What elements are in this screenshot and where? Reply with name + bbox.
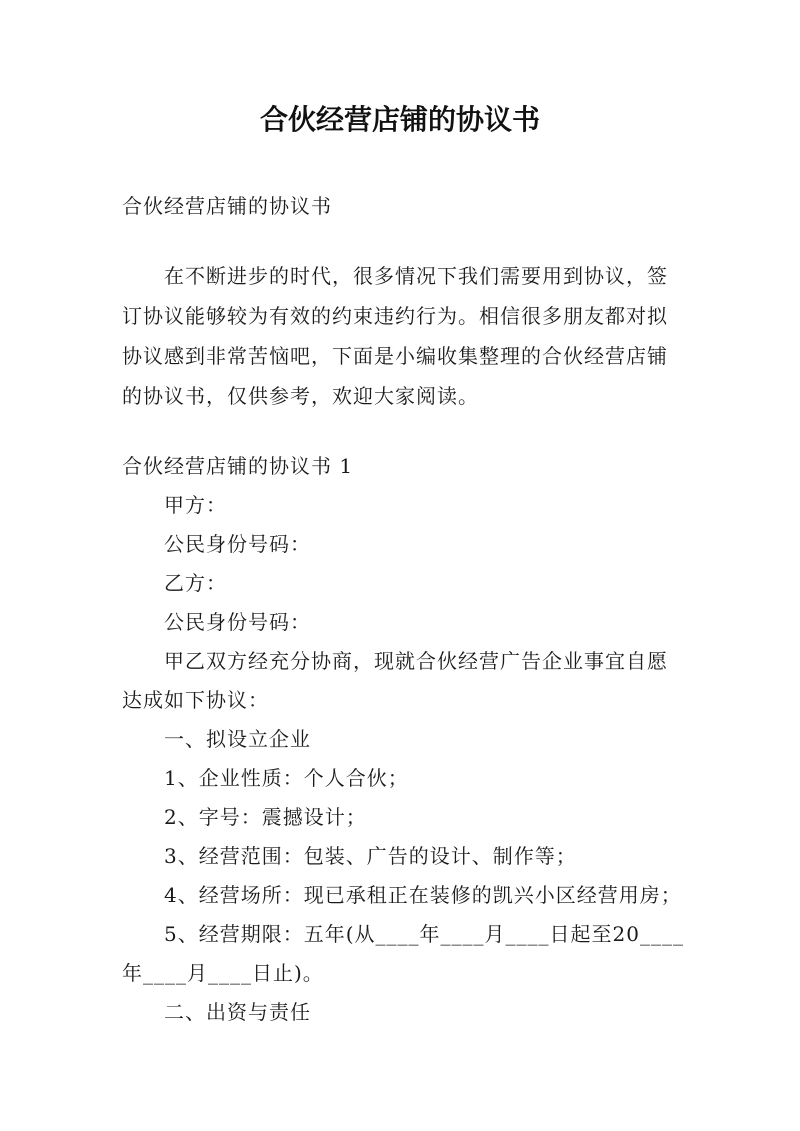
clause-one-heading: 一、拟设立企业	[164, 727, 311, 751]
document-title: 合伙经营店铺的协议书	[259, 103, 540, 136]
consensus-line-1: 甲乙双方经充分协商，现就合伙经营广告企业事宜自愿	[164, 649, 668, 673]
party-a-id-label: 公民身份号码：	[164, 532, 311, 556]
document-subtitle: 合伙经营店铺的协议书	[122, 194, 332, 218]
consensus-line-2: 达成如下协议：	[122, 688, 269, 712]
party-a-label: 甲方：	[164, 493, 227, 517]
intro-line-1: 在不断进步的时代，很多情况下我们需要用到协议，签	[164, 264, 668, 288]
party-b-label: 乙方：	[164, 571, 227, 595]
section-heading: 合伙经营店铺的协议书 1	[122, 454, 354, 478]
intro-line-2: 订协议能够较为有效的约束违约行为。相信很多朋友都对拟	[122, 304, 668, 328]
clause-one-item-2: 2、字号：震撼设计；	[164, 805, 367, 829]
intro-line-4: 的协议书，仅供参考，欢迎大家阅读。	[122, 384, 479, 408]
clause-two-heading: 二、出资与责任	[164, 1000, 311, 1024]
term-line-1: 5、经营期限：五年(从____年____月____日起至20____	[164, 922, 684, 946]
clause-one-item-1: 1、企业性质：个人合伙；	[164, 766, 409, 790]
clause-one-item-3: 3、经营范围：包装、广告的设计、制作等；	[164, 844, 577, 868]
intro-line-3: 协议感到非常苦恼吧，下面是小编收集整理的合伙经营店铺	[122, 344, 668, 368]
term-line-2: 年____月____日止)。	[122, 961, 324, 985]
clause-one-item-4: 4、经营场所：现已承租正在装修的凯兴小区经营用房；	[164, 883, 682, 907]
party-b-id-label: 公民身份号码：	[164, 610, 311, 634]
